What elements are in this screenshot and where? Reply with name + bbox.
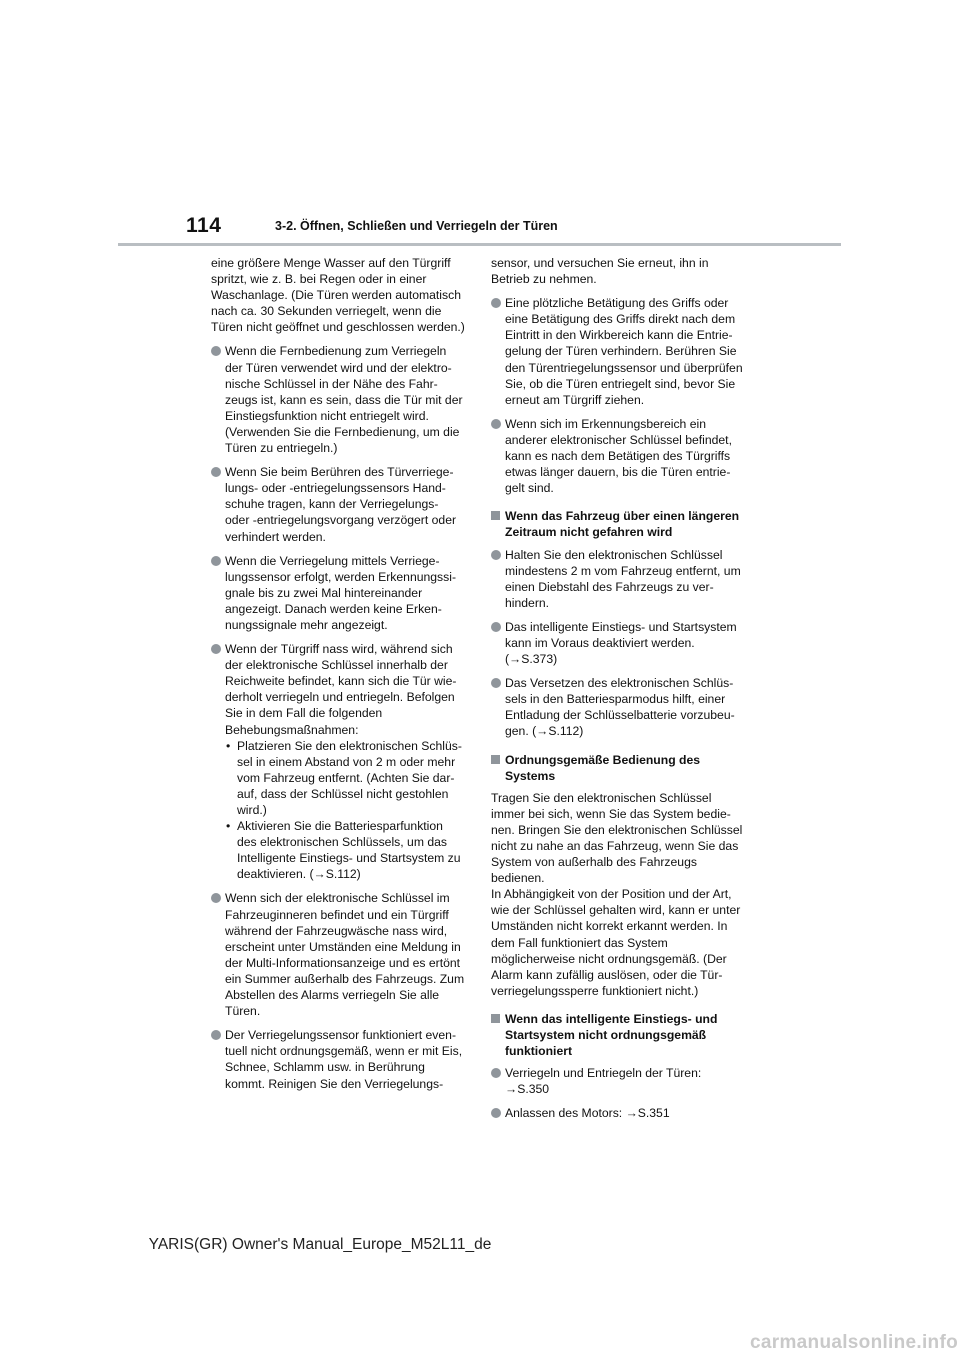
heading-text: Ordnungsgemäße Bedienung des Systems: [505, 752, 701, 783]
bullet-dot-icon: [211, 467, 221, 477]
list-item-text: Wenn der Türgriff nass wird, während sich der elektronische Schlüssel innerhalb der Reichweite befindet, kann sich die Tür wiederholt verriegeln und entriegeln. Befolgen Sie in dem Fall die folgenden Behebungsmaßnahmen:: [225, 642, 457, 737]
sub-bullet-icon: •: [226, 819, 231, 834]
list-item-text: Wenn die Fernbedienung zum Verriegeln der Türen verwendet wird und der elektronische Schlüssel in der Nähe des Fahrzeugs ist, kann es sein, dass die Tür mit der Einstiegsfunktion nicht entriegelt wird. (Verwenden Sie die Fernbedienung, um die Türen zu entriegeln.): [225, 344, 463, 456]
list-item-text: Wenn die Verriegelung mittels Verriegelungssensor erfolgt, werden Erkennungssignale bis zu zwei Mal hintereinander angezeigt. Danach werden keine Erkennungssignale mehr angezeigt.: [225, 553, 457, 632]
bullet-dot-icon: [211, 556, 221, 566]
list-item: [211, 1027, 465, 1091]
sub-bullet-icon: •: [226, 738, 231, 753]
paragraph-text: Tragen Sie den elektronischen Schlüssel immer bei sich, wenn Sie das System bedienen. Bringen Sie den elektronischen Schlüssel nicht zu nahe an das Fahrzeug, wenn Sie das System von außerhalb des Fahrzeugs bedienen.: [491, 790, 743, 886]
heading-text: Wenn das intelligente Einstiegs- und Startsystem nicht ordnungsgemäß funktioniert: [505, 1011, 718, 1059]
section-title: 3-2. Öffnen, Schließen und Verriegeln der Türen: [275, 219, 558, 233]
list-item-text: Wenn sich im Erkennungsbereich ein anderer elektronischer Schlüssel befindet, kann es nach dem Betätigen des Türgriffs etwas länger dauern, bis die Türen entriegelt sind.: [505, 416, 732, 496]
body-paragraph: [491, 790, 745, 999]
heading-text: Wenn das Fahrzeug über einen längeren Zeitraum nicht gefahren wird: [505, 509, 740, 540]
list-item: [211, 464, 465, 544]
bullet-dot-icon: [491, 1068, 501, 1078]
manual-footer: YARIS(GR) Owner's Manual_Europe_M52L11_de: [148, 1236, 492, 1253]
intro-text: eine größere Menge Wasser auf den Türgriff spritzt, wie z. B. bei Regen oder in einer Waschanlage. (Die Türen werden automatisch nach ca. 30 Sekunden verriegelt, wenn die Türen nicht geöffnet und geschlossen werden.): [211, 256, 465, 335]
header-divider: [118, 243, 841, 246]
list-item: [491, 675, 745, 739]
right-column: [491, 255, 745, 1130]
sub-list-item: [225, 738, 465, 818]
bullet-dot-icon: [211, 644, 221, 654]
sub-list-item-text: Aktivieren Sie die Batteriesparfunktion des elektronischen Schlüssels, um das Intelligente Einstiegs- und Startsystem zu deaktivieren. (→S.112): [237, 819, 461, 882]
list-item-wet-handle: [211, 641, 465, 882]
heading-square-icon: [491, 755, 500, 764]
bullet-dot-icon: [491, 298, 501, 308]
bullet-dot-icon: [491, 419, 501, 429]
list-item-text: Das Versetzen des elektronischen Schlüssels in den Batteriesparmodus hilft, einer Entladung der Schlüsselbatterie vorzubeugen. (→S.112): [505, 676, 735, 739]
bullet-dot-icon: [491, 622, 501, 632]
sub-list-item: [225, 818, 465, 882]
bullet-dot-icon: [211, 1030, 221, 1040]
bullet-dot-icon: [491, 550, 501, 560]
list-item-text: Wenn sich der elektronische Schlüssel im Fahrzeuginneren befindet und ein Türgriff während der Fahrzeugwäsche nass wird, erscheint unter Umständen eine Meldung in der Multi-Informationsanzeige und es ertönt ein Summer außerhalb des Fahrzeugs. Zum Abstellen des Alarms verriegeln Sie alle Türen.: [225, 891, 465, 1019]
continuation-text: sensor, und versuchen Sie erneut, ihn in Betrieb zu nehmen.: [491, 256, 709, 287]
list-item-text: Das intelligente Einstiegs- und Startsystem kann im Voraus deaktiviert werden. (→S.373): [505, 619, 737, 667]
list-item-text: Verriegeln und Entriegeln der Türen: →S.350: [505, 1066, 702, 1097]
section-heading: [491, 1011, 745, 1059]
list-item: [491, 547, 745, 611]
bullet-dot-icon: [491, 678, 501, 688]
sub-list-item-text: Platzieren Sie den elektronischen Schlüssel in einem Abstand von 2 m oder mehr vom Fahrzeug entfernt. (Achten Sie darauf, dass der Schlüssel nicht gestohlen wird.): [237, 738, 462, 817]
list-item: [491, 1065, 745, 1097]
list-item-text: Halten Sie den elektronischen Schlüssel mindestens 2 m vom Fahrzeug entfernt, um einen Diebstahl des Fahrzeugs zu verhindern.: [505, 547, 741, 610]
page-number: 114: [186, 214, 222, 237]
section-heading: [491, 752, 745, 784]
left-column: [211, 255, 465, 1100]
list-item: [211, 890, 465, 1019]
list-item: [491, 619, 745, 667]
list-item-text: Eine plötzliche Betätigung des Griffs oder eine Betätigung des Griffs direkt nach dem Eintritt in den Wirkbereich kann die Entriegelung der Türen verhindern. Berühren Sie den Türentriegelungssensor und überprüfen Sie, ob die Türen entriegelt sind, bevor Sie erneut am Türgriff ziehen.: [505, 296, 743, 407]
watermark: carmanualsonline.info: [750, 1332, 958, 1353]
paragraph-text: In Abhängigkeit von der Position und der Art, wie der Schlüssel gehalten wird, kann er unter Umständen nicht korrekt erkannt werden. In dem Fall funktioniert das System möglicherweise nicht ordnungsgemäß. (Der Alarm kann zufällig auslösen, oder die Türverriegelungssperre funktioniert nicht.): [491, 887, 741, 998]
list-item: [211, 343, 465, 456]
section-heading: [491, 508, 745, 540]
bullet-dot-icon: [491, 1108, 501, 1118]
list-item-text: Wenn Sie beim Berühren des Türverriegelungs- oder -entriegelungssensors Handschuhe tragen, kann der Verriegelungs- oder -entriegelungsvorgang verzögert oder verhindert werden.: [225, 465, 457, 544]
bullet-dot-icon: [211, 346, 221, 356]
list-item-text: Anlassen des Motors: →S.351: [505, 1106, 670, 1121]
list-item: [491, 416, 745, 496]
list-item: [211, 553, 465, 633]
list-item: [491, 295, 745, 408]
bullet-dot-icon: [211, 893, 221, 903]
heading-square-icon: [491, 511, 500, 520]
list-item: [491, 1105, 745, 1121]
list-item-text: Der Verriegelungssensor funktioniert eventuell nicht ordnungsgemäß, wenn er mit Eis, Schnee, Schlamm usw. in Berührung kommt. Reinigen Sie den Verriegelungs-: [225, 1028, 463, 1091]
heading-square-icon: [491, 1014, 500, 1023]
